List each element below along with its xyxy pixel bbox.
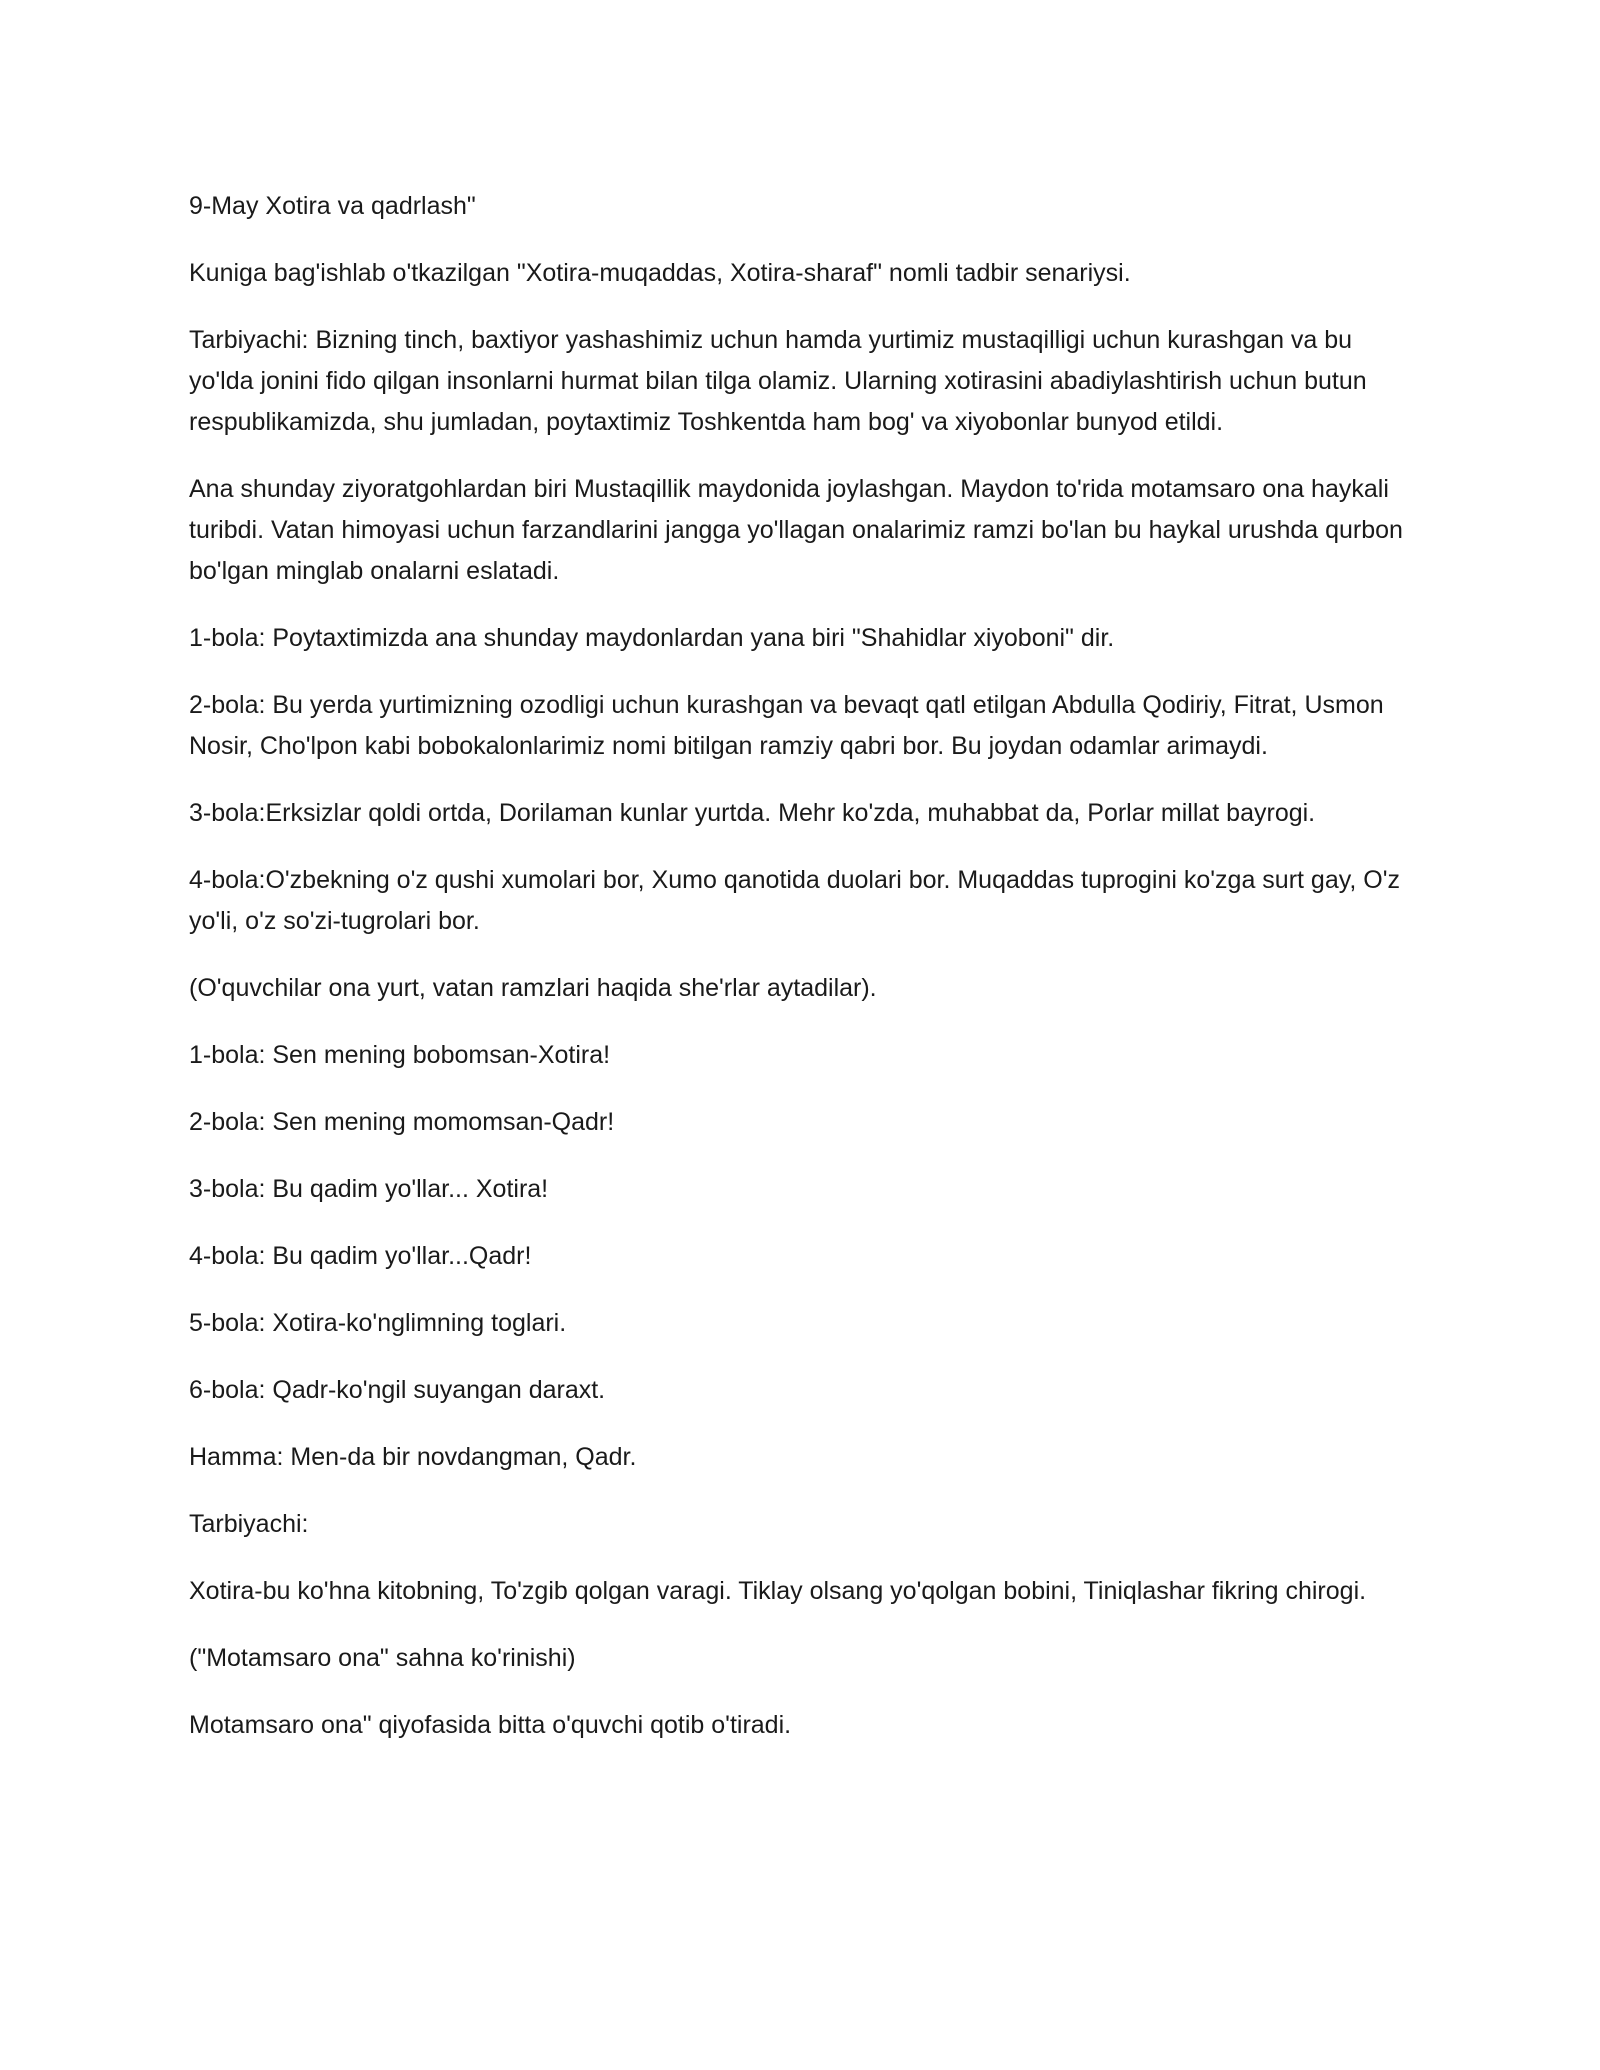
paragraph-monument: Ana shunday ziyoratgohlardan biri Mustaqillik maydonida joylashgan. Maydon to'rida motamsaro ona haykali turibdi. Vatan himoyasi uchun farzandlarini jangga yo'llagan onalarimiz ramzi bo'lan bu haykal urushda qurbon bo'lgan minglab onalarni eslatadi. [189,475,1403,585]
document-title: 9-May Xotira va qadrlash" [189,192,476,220]
paragraph-line-2: 2-bola: Sen mening momomsan-Qadr! [189,1108,615,1136]
document-subtitle: Kuniga bag'ishlab o'tkazilgan "Xotira-muqaddas, Xotira-sharaf" nomli tadbir senariysi. [189,259,1131,287]
paragraph-tarbiyachi-intro: Tarbiyachi: Bizning tinch, baxtiyor yashashimiz uchun hamda yurtimiz mustaqilligi uchun kurashgan va bu yo'lda jonini fido qilgan insonlarni hurmat bilan tilga olamiz. Ularning xotirasini abadiylashtirish uchun butun respublikamizda, shu jumladan, poytaxtimiz Toshkentda ham bog' va xiyobonlar bunyod etildi. [189,326,1367,436]
paragraph-hamma: Hamma: Men-da bir novdangman, Qadr. [189,1443,637,1471]
paragraph-bola-4: 4-bola:O'zbekning o'z qushi xumolari bor, Xumo qanotida duolari bor. Muqaddas tuprogini ko'zga surt gay, O'z yo'li, o'z so'zi-tugrolari bor. [189,866,1400,935]
paragraph-line-3: 3-bola: Bu qadim yo'llar... Xotira! [189,1175,549,1203]
paragraph-scene-title: ("Motamsaro ona" sahna ko'rinishi) [189,1644,576,1672]
paragraph-bola-2: 2-bola: Bu yerda yurtimizning ozodligi uchun kurashgan va bevaqt qatl etilgan Abdulla Qodiriy, Fitrat, Usmon Nosir, Cho'lpon kabi bobokalonlarimiz nomi bitilgan ramziy qabri bor. Bu joydan odamlar arimaydi. [189,691,1384,760]
document-body [189,186,1419,1772]
paragraph-xotira-poem: Xotira-bu ko'hna kitobning, To'zgib qolgan varagi. Tiklay olsang yo'qolgan bobini, Tiniqlashar fikring chirogi. [189,1577,1367,1605]
paragraph-bola-3: 3-bola:Erksizlar qoldi ortda, Dorilaman kunlar yurtda. Mehr ko'zda, muhabbat da, Porlar millat bayrogi. [189,799,1316,827]
paragraph-stage-note: (O'quvchilar ona yurt, vatan ramzlari haqida she'rlar aytadilar). [189,974,877,1002]
paragraph-line-1: 1-bola: Sen mening bobomsan-Xotira! [189,1041,611,1069]
paragraph-tarbiyachi-label: Tarbiyachi: [189,1510,309,1538]
paragraph-bola-1: 1-bola: Poytaxtimizda ana shunday maydonlardan yana biri "Shahidlar xiyoboni" dir. [189,624,1115,652]
paragraph-line-4: 4-bola: Bu qadim yo'llar...Qadr! [189,1242,532,1270]
paragraph-line-6: 6-bola: Qadr-ko'ngil suyangan daraxt. [189,1376,606,1404]
paragraph-line-5: 5-bola: Xotira-ko'nglimning toglari. [189,1309,567,1337]
paragraph-scene-description: Motamsaro ona" qiyofasida bitta o'quvchi qotib o'tiradi. [189,1711,792,1739]
